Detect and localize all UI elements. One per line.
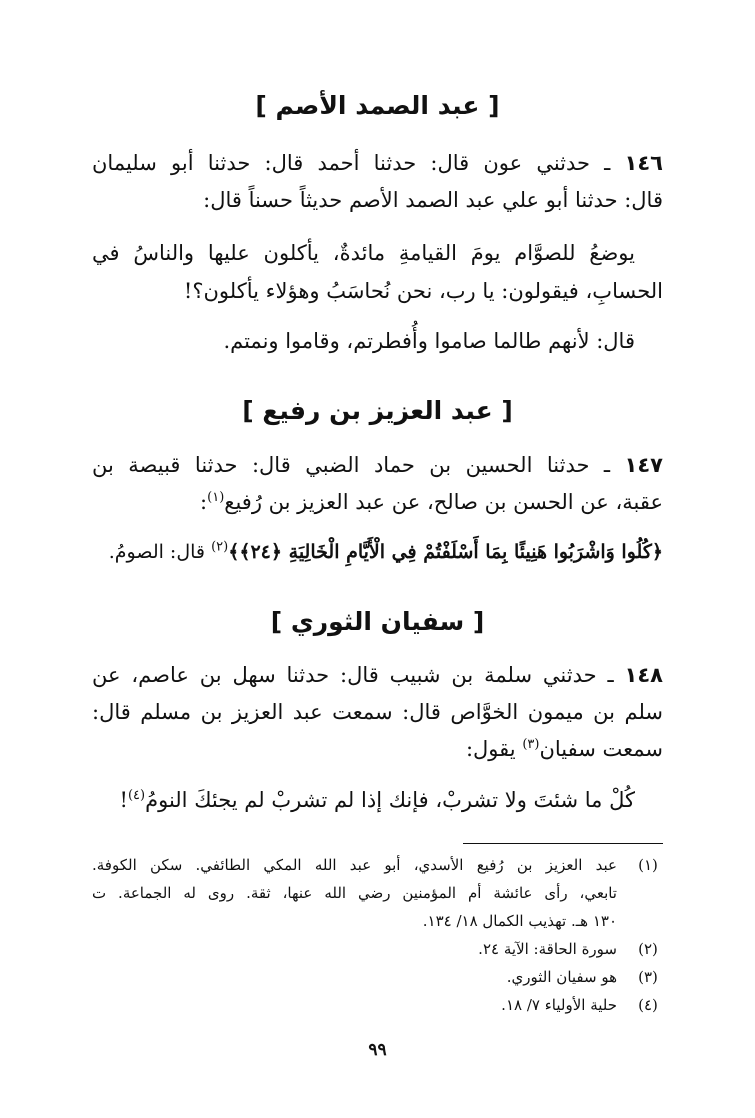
entry-146-quote-line-2: الحسابِ، فيقولون: يا رب، نحن نُحاسَبُ وهؤلاء يأكلون؟! bbox=[183, 279, 663, 303]
book-page: [ عبد الصمد الأصم ] ١٤٦ ـ حدثني عون قال: حدثنا أحمد قال: حدثنا أبو سليمان قال: حدثنا أبو علي عبد الصمد الأصم حديثاً حسناً قال: يوضعُ للصوَّام يومَ القيامةِ مائدةٌ، يأكلون عليها والناسُ في الحسابِ، فيقولون: يا رب، نحن نُحاسَبُ وهؤلاء يأكلون؟! قال: لأنهم طالما صاموا وأُفطرتم، وقاموا ونمتم. [ عبد العزيز بن رفيع ] ١٤٧ ـ حدثنا الحسين بن حماد الضبي قال: حدثنا قبيصة بن عقبة، عن الحسن بن صالح، عن عبد العزيز بن رُفيع$^{(١)}$: ﴿كُلُوا وَاشْرَبُوا هَنِيئًا بِمَا أَسْلَفْتُمْ فِي الْأَيَّامِ الْخَالِيَةِ ﴿٢٤﴾﴾$^{(٢)}$ قال: الصومُ. [ سفيان الثوري ] ١٤٨ ـ حدثني سلمة بن شبيب قال: حدثنا سهل بن عاصم، عن سلم بن ميمون الخوَّاص قال: سمعت عبد العزيز بن مسلم قال: سمعت سفيان$^{(٣)}$ يقول: كُلْ ما شئتَ ولا تشربْ، فإنك إذا لم تشربْ لم يجئكَ النومُ$^{(٤)}$! (١) عبد العزيز بن رُفيع الأسدي، أبو عبد الله المكي الطائفي. سكن الكوفة. تابعي، رأى عائشة أم المؤمنين رضي الله عنها، ثقة. روى له الجماعة. ت ١٣٠ هـ. تهذيب الكمال ١٨/ ١٣٤. (٢) سورة الحاقة: الآية ٢٤. (٣) هو سفيان الثوري. (٤) حلية الأولياء ٧/ ١٨. ٩٩ bbox=[92, 91, 663, 1060]
section-heading-abd-al-aziz: [ عبد العزيز بن رفيع ] bbox=[242, 396, 513, 425]
entry-number: ١٤٨ bbox=[624, 663, 663, 687]
entry-number: ١٤٦ bbox=[624, 151, 663, 175]
entry-147-quran-line: ﴿كُلُوا وَاشْرَبُوا هَنِيئًا بِمَا أَسْلَفْتُمْ فِي الْأَيَّامِ الْخَالِيَةِ ﴿٢٤﴾﴾$^{(٢)}$ قال: الصومُ. bbox=[108, 539, 663, 563]
entry-148-line-2: سلم بن ميمون الخوَّاص قال: سمعت عبد العزيز بن مسلم قال: bbox=[92, 700, 663, 724]
footnote-ref[interactable]: (٣) bbox=[522, 737, 540, 752]
entry-147-line-2: عقبة، عن الحسن بن صالح، عن عبد العزيز بن رُفيع$^{(١)}$: bbox=[200, 490, 663, 514]
entry-146-answer: قال: لأنهم طالما صاموا وأُفطرتم، وقاموا ونمتم. bbox=[223, 329, 635, 353]
section-heading-abd-al-samad: [ عبد الصمد الأصم ] bbox=[255, 91, 500, 120]
footnote-ref[interactable]: (١) bbox=[207, 490, 225, 505]
entry-number: ١٤٧ bbox=[624, 453, 663, 477]
page-number: ٩٩ bbox=[368, 1040, 387, 1060]
footnote-number: (٣) bbox=[638, 968, 658, 986]
entry-146-line-2: قال: حدثنا أبو علي عبد الصمد الأصم حديثاً حسناً قال: bbox=[203, 188, 663, 212]
quran-verse: ﴿كُلُوا وَاشْرَبُوا هَنِيئًا بِمَا أَسْلَفْتُمْ فِي الْأَيَّامِ الْخَالِيَةِ ﴿٢٤﴾﴾ bbox=[228, 541, 663, 563]
footnote-number: (٢) bbox=[638, 940, 658, 958]
entry-148-line-3: سمعت سفيان$^{(٣)}$ يقول: bbox=[465, 737, 663, 761]
entry-146-line-1: ١٤٦ ـ حدثني عون قال: حدثنا أحمد قال: حدثنا أبو سليمان bbox=[92, 151, 663, 175]
footnote-ref[interactable]: (٢) bbox=[211, 539, 229, 555]
footnote-ref[interactable]: (٤) bbox=[127, 788, 146, 803]
footnote-separator bbox=[463, 843, 663, 844]
section-heading-sufyan: [ سفيان الثوري ] bbox=[270, 607, 485, 636]
entry-147-line-1: ١٤٧ ـ حدثنا الحسين بن حماد الضبي قال: حدثنا قبيصة بن bbox=[92, 453, 663, 477]
entry-148-quote: كُلْ ما شئتَ ولا تشربْ، فإنك إذا لم تشربْ لم يجئكَ النومُ$^{(٤)}$! bbox=[119, 788, 635, 812]
entry-148-line-1: ١٤٨ ـ حدثني سلمة بن شبيب قال: حدثنا سهل بن عاصم، عن bbox=[92, 663, 663, 687]
entry-146-quote-line-1: يوضعُ للصوَّام يومَ القيامةِ مائدةٌ، يأكلون عليها والناسُ في bbox=[92, 241, 635, 265]
footnote-number: (١) bbox=[638, 856, 658, 874]
footnote-number: (٤) bbox=[638, 996, 658, 1014]
